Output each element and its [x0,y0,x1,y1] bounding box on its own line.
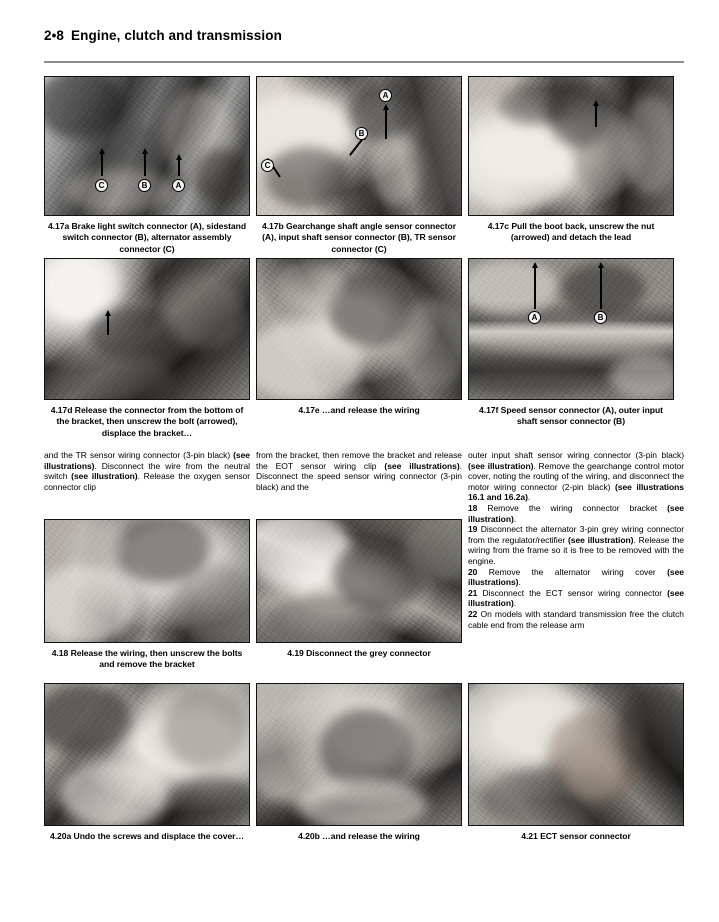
figure-row-1 [44,76,686,258]
paragraph-step-18 [468,503,684,524]
figure-image [468,683,684,826]
text-run: and the TR sensor wiring connector (3-pin black) [44,450,234,460]
figure-caption: 4.21 ECT sensor connector [521,831,631,841]
page-folio: 2•8 [44,28,65,43]
figure-image [256,519,462,643]
callout-badge-b: B [355,127,368,140]
text-run: . [527,492,531,503]
figure-image [256,683,462,826]
text-run: On models with standard transmission free the clutch cable end from the release arm [468,608,684,630]
figure-image [256,258,462,400]
step-number: 22 [468,608,478,619]
text-run-bold: (see illustration) [568,534,634,545]
text-run: . [513,598,517,609]
text-run: from the bracket, then remove the bracket and release the EOT sensor wiring clip [256,450,462,471]
figure-caption: 4.17d Release the connector from the bottom of the bracket, then unscrew the bolt (arrowed), displace the bracket… [50,405,244,438]
text-run-bold: (see illustration) [468,587,684,609]
paragraph [256,450,462,492]
text-run-bold: (see illustration) [468,502,684,524]
body-column-1 [44,450,250,492]
figure-image [44,258,250,400]
figure-image [44,76,250,216]
text-run-bold: (see illustrations) [468,566,684,588]
text-run: . Disconnect the wire from the neutral switch [44,460,250,482]
callout-badge-b: B [138,179,151,192]
figure-image [44,683,250,826]
callout-arrow [600,267,602,309]
text-run-bold: (see illustration) [71,471,138,482]
figure-caption: 4.17e …and release the wiring [298,405,420,415]
callout-arrow [385,109,387,139]
figure-image [468,76,674,216]
figure-4-19 [256,519,462,659]
figure-caption: 4.20a Undo the screws and displace the cover… [49,831,245,841]
figure-4-18 [44,519,250,671]
figure-caption: 4.17c Pull the boot back, unscrew the nut (arrowed) and detach the lead [487,221,655,243]
figure-4-21 [468,683,684,842]
text-run: outer input shaft sensor wiring connector (3-pin black) [468,450,684,460]
body-column-2 [256,450,462,492]
figure-image [44,519,250,643]
text-run: . [518,577,521,588]
callout-badge-c: C [261,159,274,172]
text-run: Remove the wiring connector bracket [477,502,668,513]
text-run: Remove the alternator wiring cover [477,566,668,577]
figure-caption: 4.18 Release the wiring, then unscrew the bolts and remove the bracket [51,648,243,670]
step-number: 19 [468,524,478,535]
figure-caption: 4.19 Disconnect the grey connector [287,648,431,658]
paragraph-step-19 [468,524,684,566]
figure-4-17e [256,258,462,416]
callout-badge-a: A [379,89,392,102]
paragraph [44,450,250,492]
text-run-bold: (see illustrations 16.1 and 16.2a) [468,481,684,503]
text-run: Disconnect the alternator 3-pin grey wiring connector from the regulator/rectifier [468,524,684,545]
figure-caption: 4.17a Brake light switch connector (A), sidestand switch connector (B), alternator assembly connector (C) [47,221,247,254]
callout-arrow [144,153,146,176]
text-run: . Release the wiring from the frame so it is free to be removed with the engine. [468,534,684,566]
step-number: 21 [468,587,478,598]
callout-arrow [595,105,597,127]
figure-4-17d [44,258,250,439]
paragraph-step-20 [468,567,684,588]
figure-caption: 4.17f Speed sensor connector (A), outer input shaft sensor connector (B) [479,405,663,427]
paragraph-step-22 [468,609,684,630]
text-run-bold: (see illustration) [468,460,534,471]
figure-4-17a [44,76,250,255]
figure-4-20a [44,683,250,842]
text-run-bold: (see illustrations) [44,450,250,471]
text-run: . Release the oxygen sensor connector clip [44,471,251,492]
paragraph-step-21 [468,588,684,609]
callout-arrow [101,153,103,176]
callout-arrow [178,159,180,176]
step-number: 20 [468,566,478,577]
text-run: . Disconnect the speed sensor wiring connector (3-pin black) and the [256,460,462,492]
figure-grid [44,76,686,443]
header-divider [44,61,684,63]
page-header [44,28,684,43]
figure-caption: 4.20b …and release the wiring [298,831,420,841]
text-run: . Remove the gearchange control motor cover, noting the routing of the wiring, and disconnect the motor wiring connector (2-pin black) [468,460,685,492]
callout-arrow [534,267,536,309]
callout-badge-a: A [172,179,185,192]
page-title: Engine, clutch and transmission [71,28,282,43]
figure-4-20b [256,683,462,842]
figure-image [256,76,462,216]
figure-caption: 4.17b Gearchange shaft angle sensor connector (A), input shaft sensor connector (B), TR sensor connector (C) [261,221,457,254]
text-run: . [513,513,517,524]
text-run-bold: (see illustrations) [384,460,460,471]
callout-arrow [107,315,109,335]
figure-image [468,258,674,400]
figure-row-2 [44,258,686,443]
step-number: 18 [468,502,478,513]
callout-badge-b: B [594,311,607,324]
figure-4-17b [256,76,462,255]
text-run: Disconnect the ECT sensor wiring connector [477,587,668,598]
figure-4-17c [468,76,674,244]
callout-badge-c: C [95,179,108,192]
figure-4-17f [468,258,674,428]
callout-badge-a: A [528,311,541,324]
paragraph [468,450,684,503]
body-column-3 [468,450,684,630]
